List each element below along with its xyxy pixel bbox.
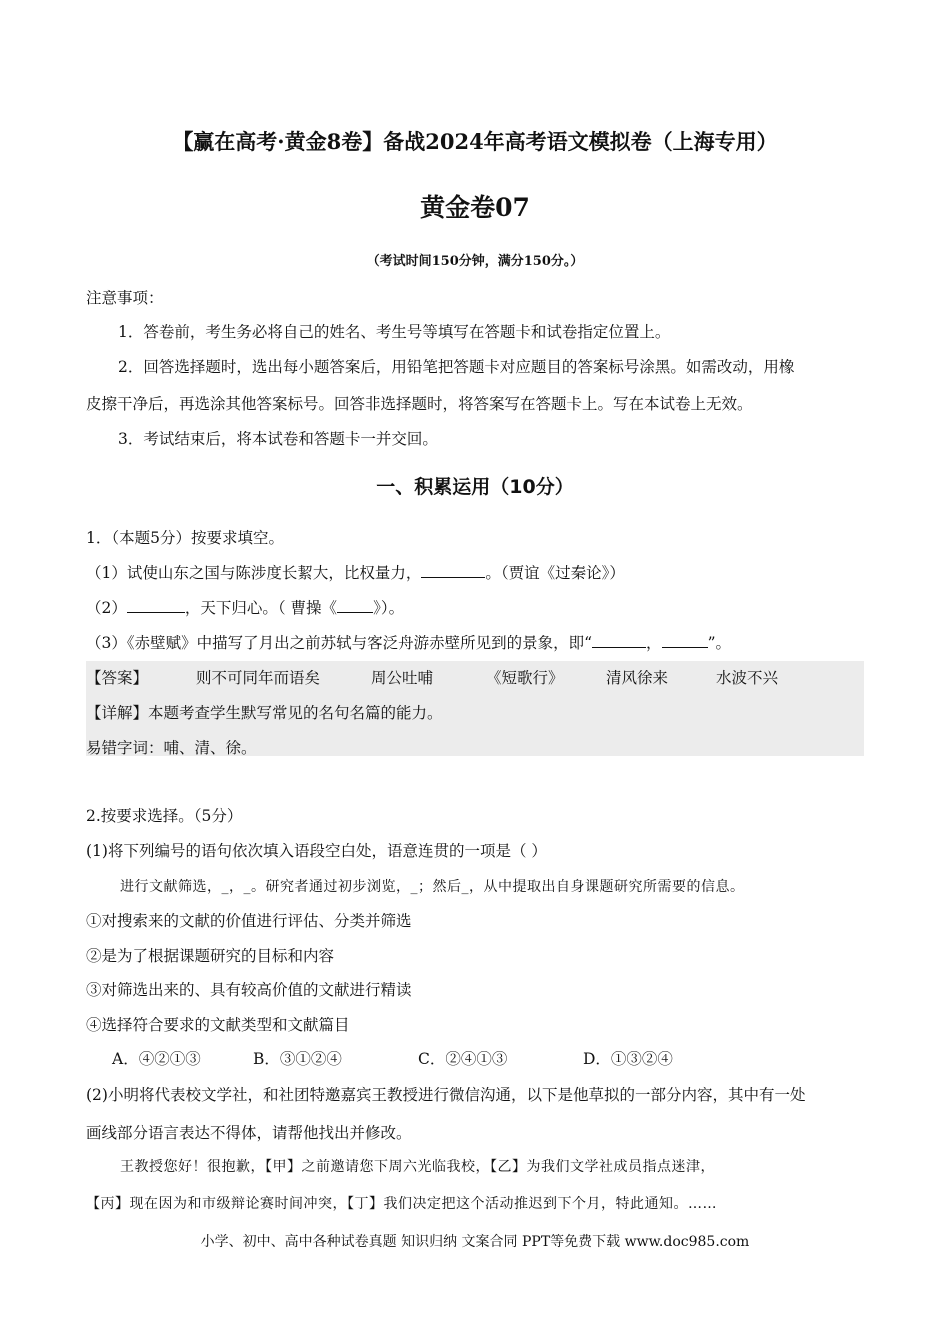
fill-blank[interactable]: [592, 632, 646, 648]
option-d[interactable]: D．①③②④: [583, 1050, 673, 1068]
answer-item: 则不可同年而语矣: [196, 669, 321, 687]
notice-item-1: 1．答卷前，考生务必将自己的姓名、考生号等填写在答题卡和试卷指定位置上。: [118, 323, 671, 341]
answer-detail: 【详解】本题考查学生默写常见的名句名篇的能力。: [86, 704, 443, 722]
q2-sub1: (1)将下列编号的语句依次填入语段空白处，语意连贯的一项是（ ）: [86, 842, 547, 860]
q2-item: ④选择符合要求的文献类型和文献篇目: [86, 1016, 350, 1034]
q1-sub1-source: 。（贾谊《过秦论》）: [485, 564, 625, 582]
option-a[interactable]: A．④②①③: [112, 1050, 201, 1068]
page-footer: 小学、初中、高中各种试卷真题 知识归纳 文案合同 PPT等免费下载 www.doc985.com: [200, 1234, 750, 1250]
option-b[interactable]: B．③①②④: [253, 1050, 342, 1068]
notice-item-2-line-1: 2．回答选择题时，选出每小题答案后，用铅笔把答题卡对应题目的答案标号涂黑。如需改动，用橡: [118, 358, 795, 376]
q1-stem: 1．（本题5分）按要求填空。: [86, 529, 284, 547]
q1-sub2-label: （2）: [86, 599, 127, 617]
q2-item: ①对搜索来的文献的价值进行评估、分类并筛选: [86, 912, 412, 930]
q1-sub3-text: （3）《赤壁赋》中描写了月出之前苏轼与客泛舟游赤壁所见到的景象，即“: [86, 634, 593, 652]
q1-sub3-comma: ，: [646, 634, 662, 652]
fill-blank[interactable]: [662, 632, 708, 648]
fill-blank[interactable]: [337, 597, 373, 613]
q2-stem: 2.按要求选择。（5分）: [86, 807, 243, 825]
q1-sub3: [86, 631, 731, 653]
option-c[interactable]: C．②④①③: [418, 1050, 508, 1068]
answer-label: 【答案】: [86, 669, 149, 687]
answer-item: 清风徐来: [606, 669, 669, 687]
q2-passage: 进行文献筛选，_，_。研究者通过初步浏览，_；然后_，从中提取出自身课题研究所需要的信息。: [120, 879, 745, 895]
q2-item: ②是为了根据课题研究的目标和内容: [86, 947, 335, 965]
q2-item: ③对筛选出来的、具有较高价值的文献进行精读: [86, 981, 412, 999]
fill-blank[interactable]: [421, 562, 485, 578]
letter-line-1: 王教授您好！很抱歉，【甲】之前邀请您下周六光临我校，【乙】为我们文学社成员指点迷津，: [120, 1159, 715, 1175]
answer-item: 《短歌行》: [486, 669, 564, 687]
q1-sub2: [86, 596, 404, 618]
q1-sub1: [86, 561, 625, 583]
notice-item-3: 3．考试结束后，将本试卷和答题卡一并交回。: [118, 430, 438, 448]
paper-title: 【赢在高考·黄金8卷】备战2024年高考语文模拟卷（上海专用）: [172, 129, 778, 154]
notice-label: 注意事项：: [86, 289, 164, 307]
q1-sub1-text: （1）试使山东之国与陈涉度长絜大，比权量力，: [86, 564, 422, 582]
notice-item-2-line-2: 皮擦干净后，再选涂其他答案标号。回答非选择题时，将答案写在答题卡上。写在本试卷上无效。: [86, 395, 753, 413]
fill-blank[interactable]: [127, 597, 185, 613]
paper-subtitle: 黄金卷07: [420, 193, 530, 222]
q2-sub2-line-2: 画线部分语言表达不得体，请帮他找出并修改。: [86, 1124, 412, 1142]
exam-time-note: （考试时间150分钟，满分150分。）: [366, 254, 584, 269]
q1-sub3-end: ”。: [707, 634, 731, 652]
answer-item: 周公吐哺: [371, 669, 434, 687]
q2-sub2-line-1: (2)小明将代表校文学社，和社团特邀嘉宾王教授进行微信沟通，以下是他草拟的一部分内容，其中有一处: [86, 1086, 806, 1104]
answer-typos: 易错字词：哺、清、徐。: [86, 739, 257, 757]
answer-item: 水波不兴: [716, 669, 779, 687]
q1-sub2-end: 》）。: [373, 599, 405, 617]
letter-line-2: 【丙】现在因为和市级辩论赛时间冲突，【丁】我们决定把这个活动推迟到下个月，特此通知。……: [86, 1196, 717, 1212]
section-heading: 一、积累运用（10分）: [376, 476, 574, 498]
q1-sub2-text: ，天下归心。（ 曹操《: [184, 599, 338, 617]
